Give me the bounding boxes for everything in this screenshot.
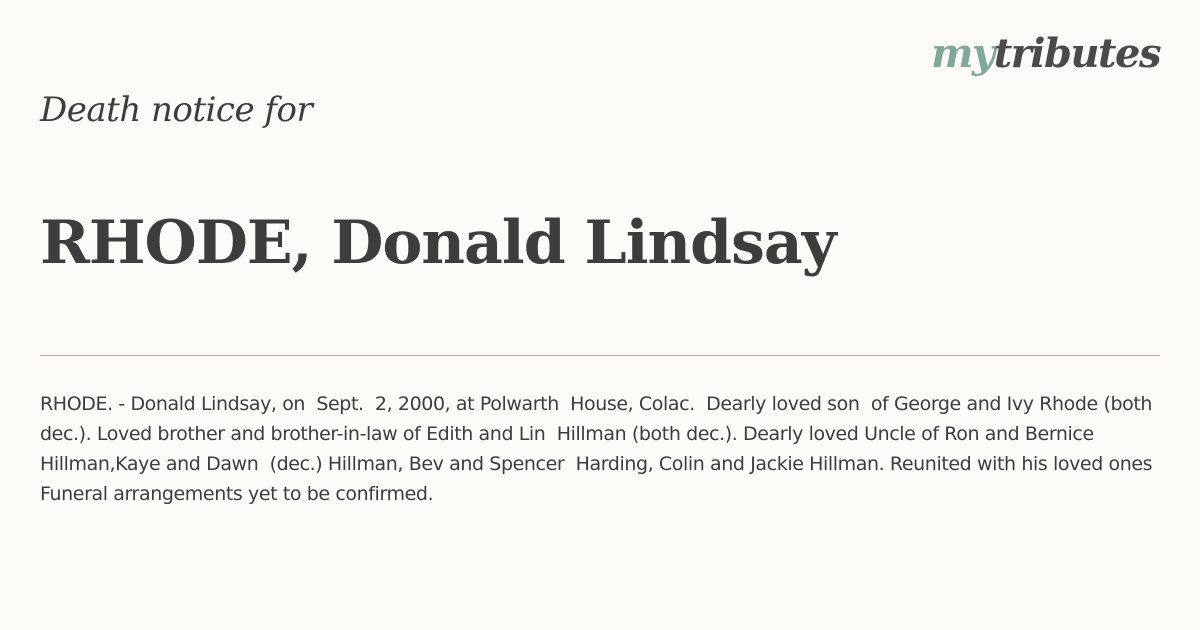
logo-prefix: my [931, 30, 994, 77]
deceased-name: RHODE, Donald Lindsay [40, 208, 836, 278]
notice-kicker: Death notice for [40, 90, 313, 130]
mytributes-logo[interactable] [931, 30, 1160, 77]
notice-text: RHODE. - Donald Lindsay, on Sept. 2, 2000, at Polwarth House, Colac. Dearly loved son of George and Ivy Rhode (both dec.). Loved brother and brother-in-law of Edith and Lin Hillman (both dec.). Dearly loved Uncle of Ron and Bernice Hillman,Kaye and Dawn (dec.) Hillman, Bev and Spencer Harding, Colin and Jackie Hillman. Reunited with his loved ones Funeral arrangements yet to be confirmed. [40, 393, 1164, 505]
logo-suffix: tributes [993, 30, 1160, 77]
divider [40, 355, 1160, 356]
